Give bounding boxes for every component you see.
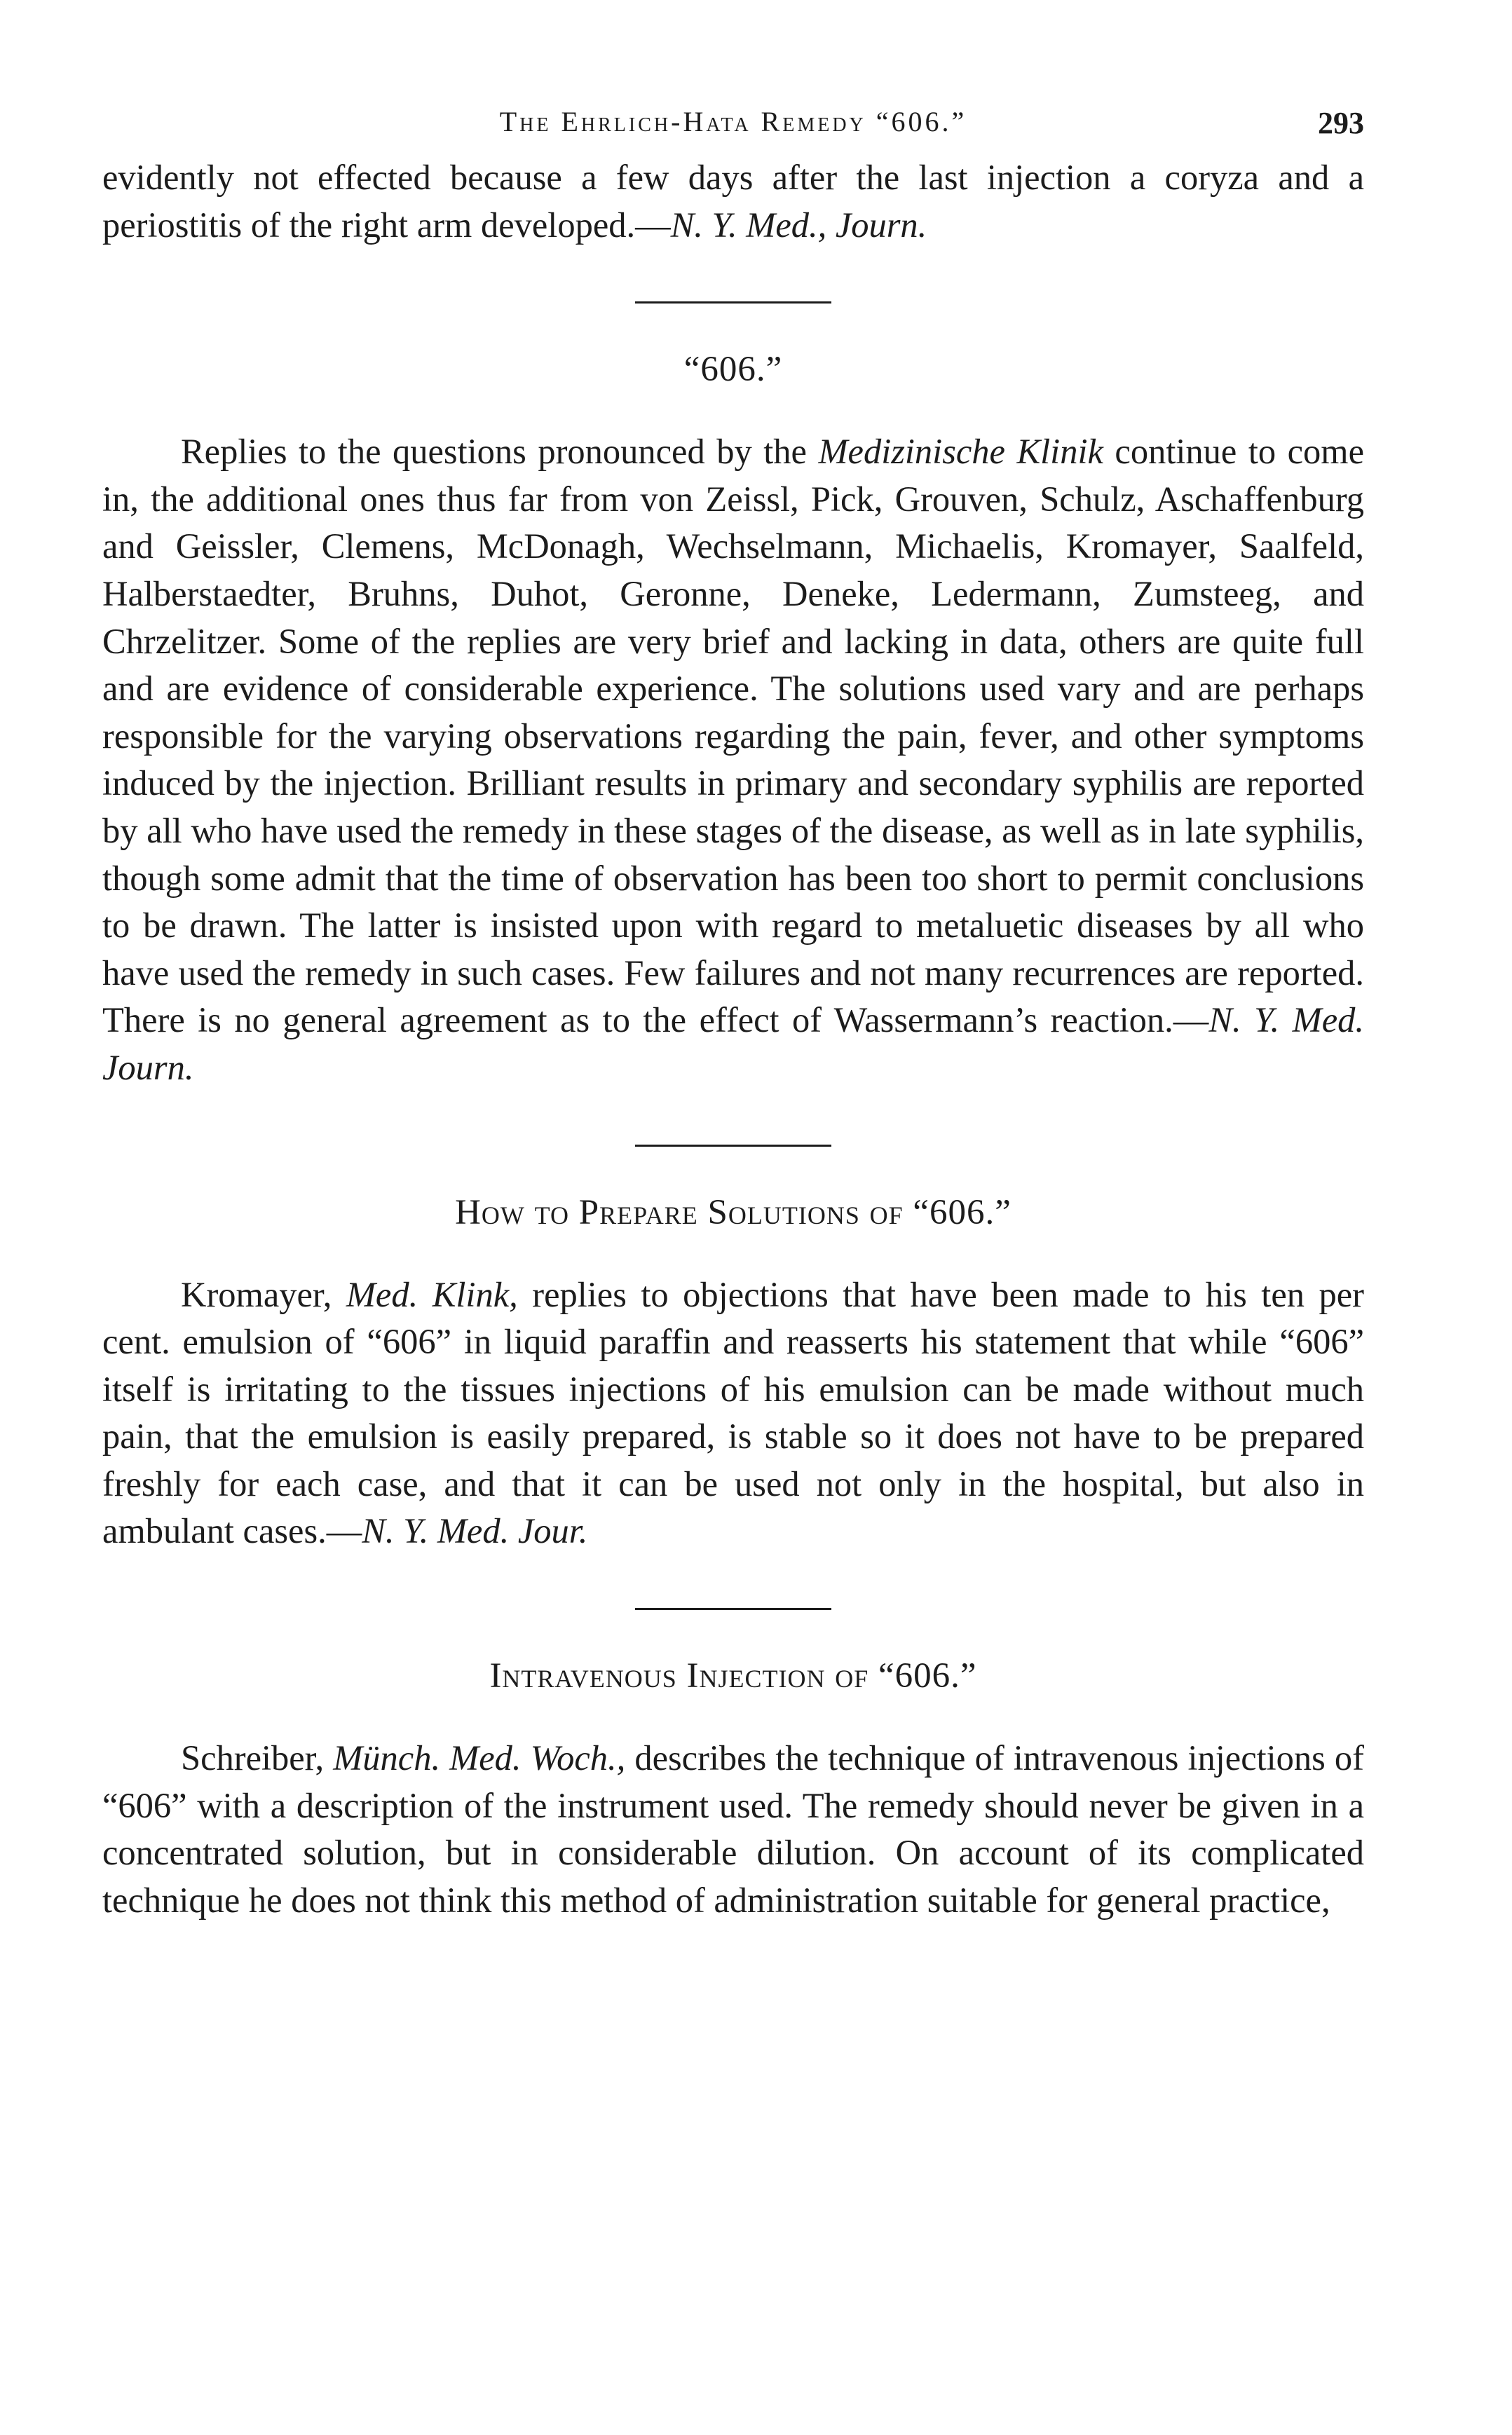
intro-text: evidently not effected because a few days after the last injection a coryza and a periostitis of the right arm developed.—: [102, 158, 1364, 245]
section-2-author: Kromayer,: [181, 1274, 346, 1314]
section-2-citation: N. Y. Med. Jour.: [362, 1511, 588, 1551]
intro-citation: N. Y. Med., Journ.: [670, 205, 927, 245]
book-page: [102, 105, 1364, 1924]
section-3-paragraph: [102, 1735, 1364, 1924]
section-1-journal: Medizinische Klinik: [818, 432, 1103, 472]
section-1-text-start: Replies to the questions pronounced by the: [181, 432, 819, 472]
section-2-text: replies to objections that have been made to his ten per cent. emulsion of “606” in liquid paraffin and reasserts his statement that while “606” itself is irritating to the tissues injections of his emulsion can be made without much pain, that the emulsion is easily prepared, is stable so it does not have to be prepared freshly for each case, and that it can be used not only in the hospital, but also in ambulant cases.—: [102, 1274, 1365, 1551]
page-number: 293: [1318, 106, 1364, 140]
section-2-title: How to Prepare Solutions of “606.”: [455, 1192, 1012, 1232]
section-1-text-rest: continue to come in, the additional ones thus far from von Zeissl, Pick, Grouven, Schulz, Aschaffenburg and Geissler, Clemens, McDonagh, Wechselmann, Michaelis, Kromayer, Saalfeld, Halberstaedter, Bruhns, Duhot, Geronne, Deneke, Ledermann, Zumsteeg, and Chrzelitzer. Some of the replies are very brief and lacking in data, others are quite full and are evidence of considerable experience. The solutions used vary and are perhaps responsible for the varying observations regarding the pain, fever, and other symptoms induced by the injection. Brilliant results in primary and secondary syphilis are reported by all who have used the remedy in these stages of the disease, as well as in late syphilis, though some admit that the time of observation has been too short to permit conclusions to be drawn. The latter is insisted upon with regard to metaluetic diseases by all who have used the remedy in such cases. Few failures and not many recurrences are reported. There is no general agreement as to the effect of Wassermann’s reaction.—: [102, 432, 1364, 1040]
running-head: [102, 105, 1364, 154]
section-3-author: Schreiber,: [181, 1738, 334, 1778]
section-3-text: describes the technique of intravenous injections of “606” with a description of the instrument used. The remedy should never be given in a concentrated solution, but in considerable dilution. On account of its complicated technique he does not think this method of administration suitable for general practice,: [102, 1738, 1364, 1920]
section-1-paragraph: [102, 428, 1364, 1091]
section-2-paragraph: [102, 1271, 1364, 1556]
section-1-title: “606.”: [683, 350, 783, 390]
section-1-citation: N. Y. Med. Journ.: [102, 1000, 1364, 1087]
section-3-journal: Münch. Med. Woch.,: [333, 1738, 626, 1778]
intro-paragraph: [102, 154, 1364, 249]
running-head-title: The Ehrlich-Hata Remedy “606.”: [499, 106, 967, 137]
section-2-journal: Med. Klink,: [346, 1274, 518, 1314]
section-3-title: Intravenous Injection of “606.”: [489, 1656, 977, 1696]
